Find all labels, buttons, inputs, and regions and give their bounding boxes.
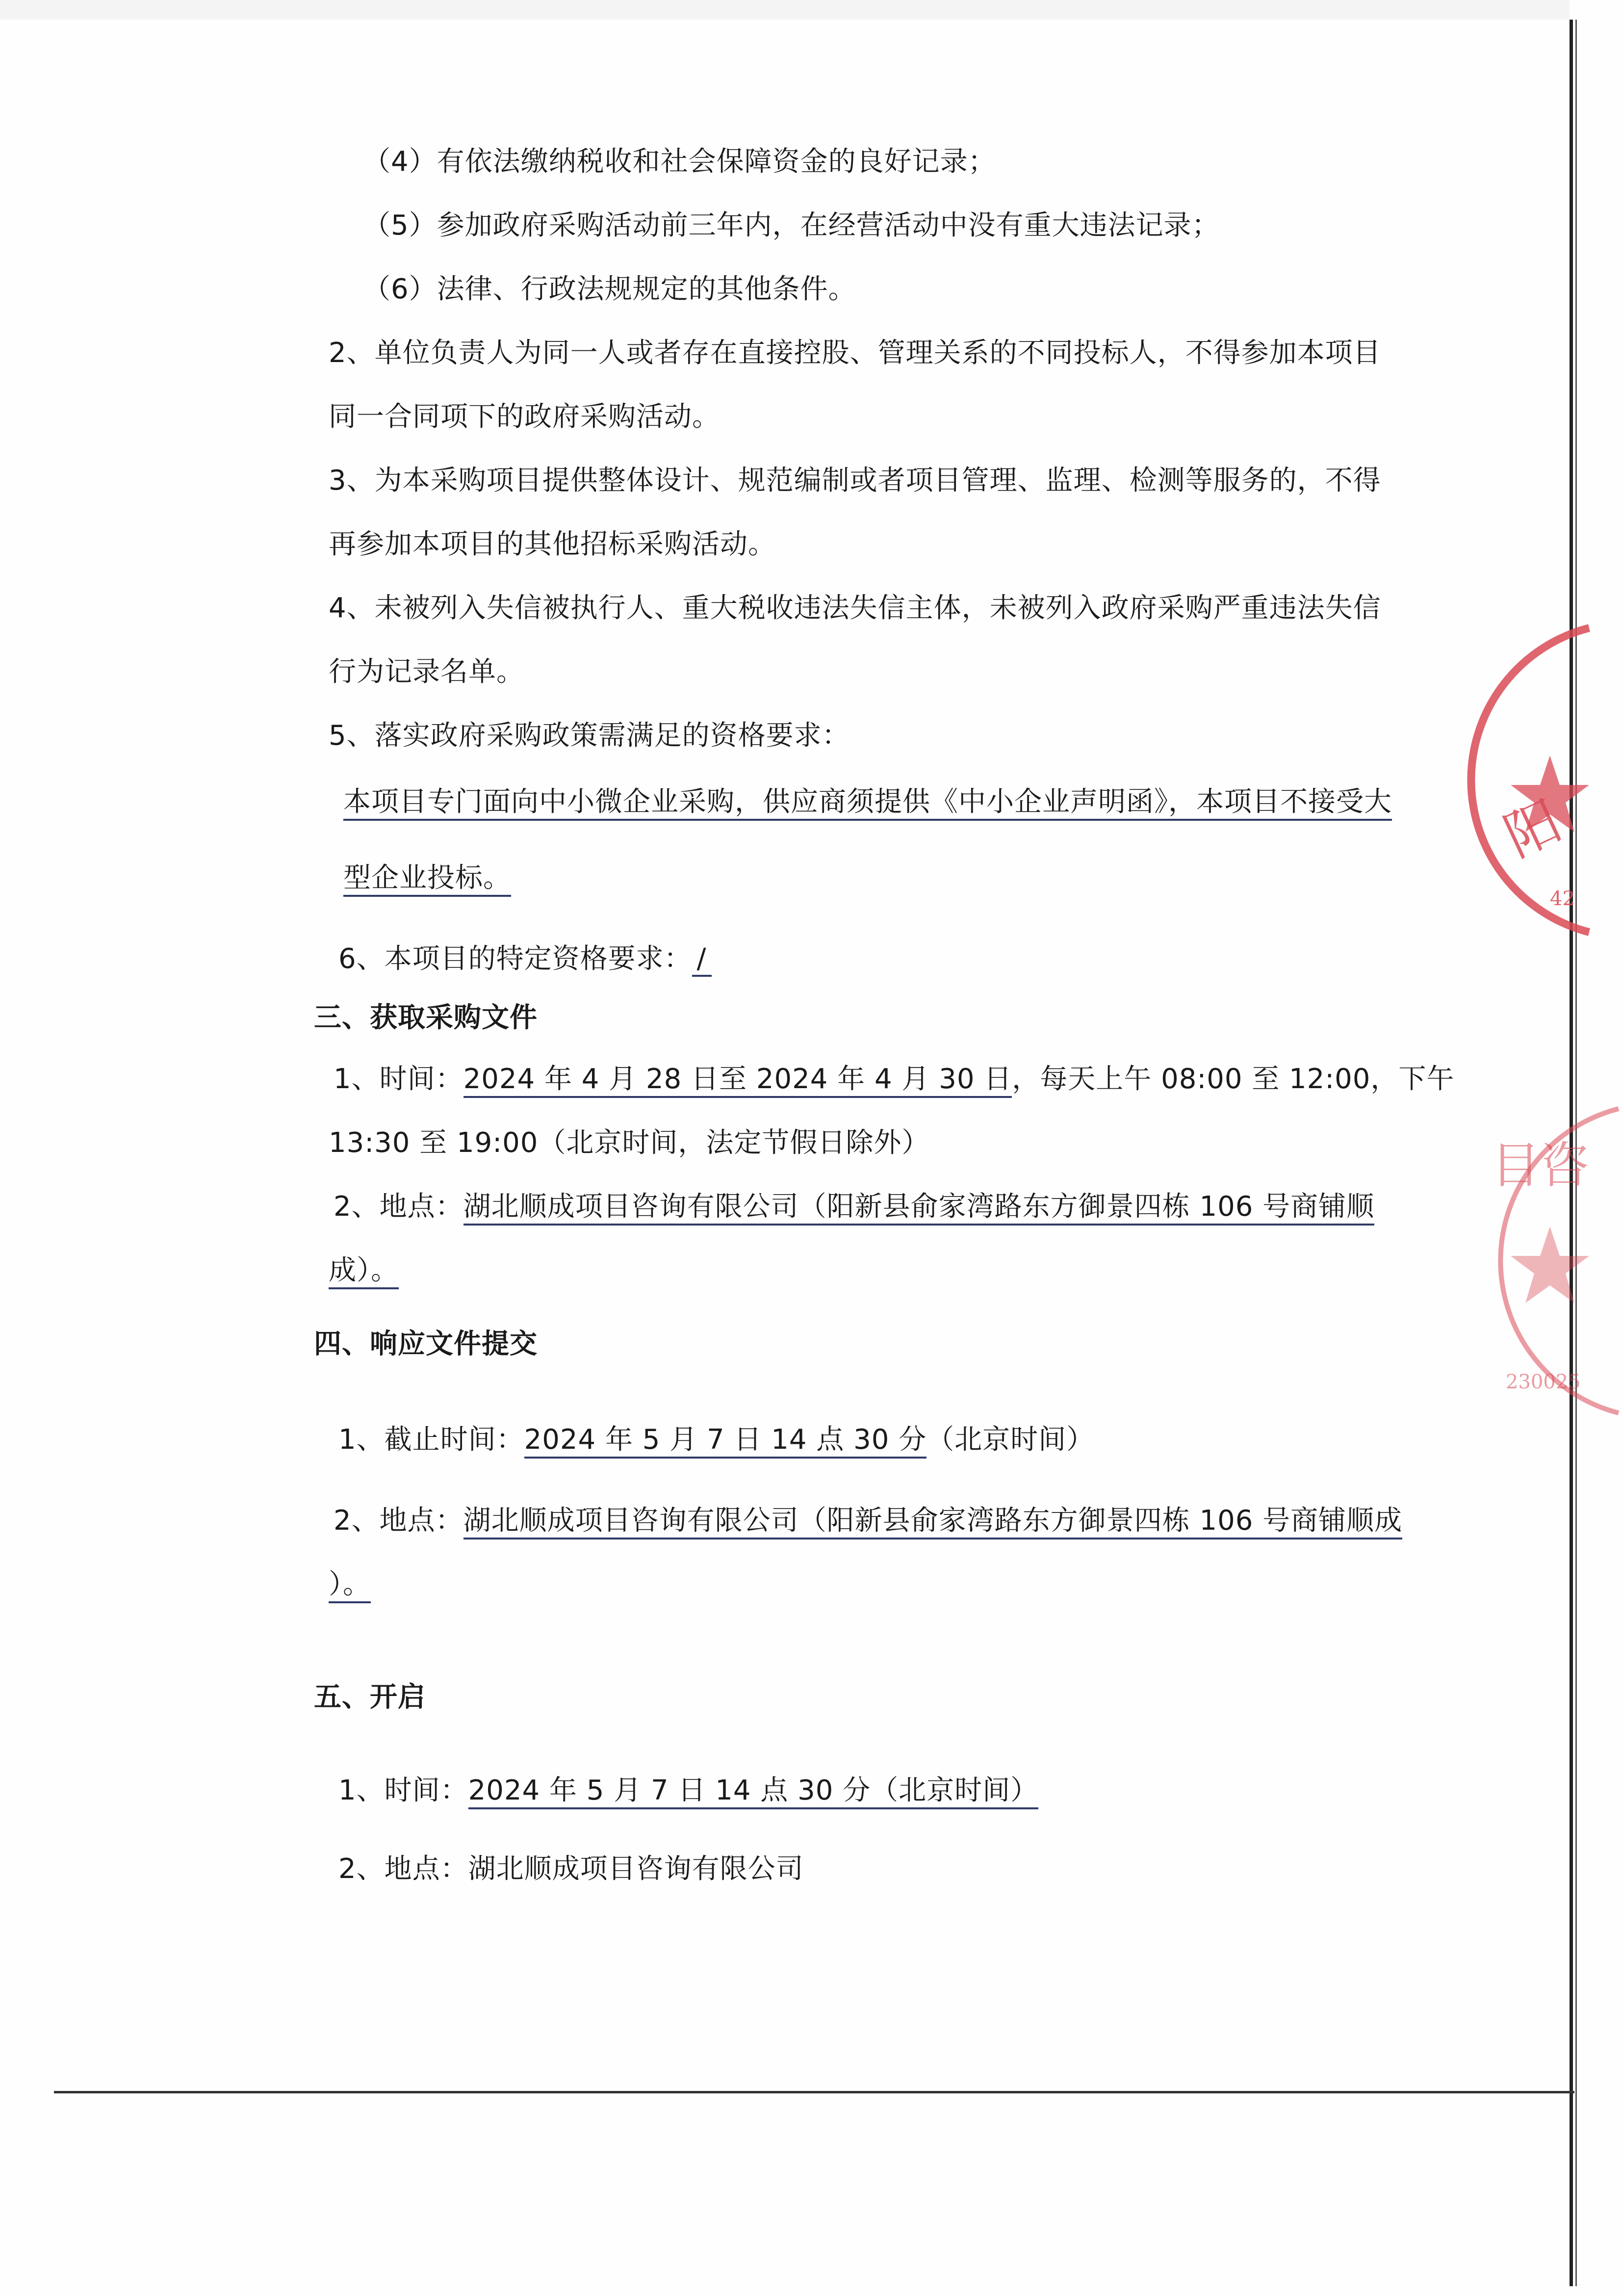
seal-stamp-icon bbox=[1476, 618, 1574, 942]
text-line: 行为记录名单。 bbox=[329, 656, 524, 688]
underlined-value: 湖北顺成项目咨询有限公司（阳新县俞家湾路东方御景四栋 106 号商铺顺 bbox=[463, 1191, 1375, 1226]
underlined-text bbox=[329, 1251, 399, 1290]
text-suffix: ，每天上午 08:00 至 12:00，下午 bbox=[1012, 1063, 1455, 1095]
underlined-text bbox=[343, 783, 1392, 822]
text-line bbox=[334, 1501, 1402, 1540]
underlined-text bbox=[343, 859, 511, 898]
text-line bbox=[338, 1771, 1038, 1810]
label: 1、时间： bbox=[338, 1774, 468, 1806]
svg-text:目咨: 目咨 bbox=[1491, 1137, 1589, 1194]
text-line: 13:30 至 19:00（北京时间，法定节假日除外） bbox=[329, 1127, 930, 1159]
section-heading: 五、开启 bbox=[314, 1681, 426, 1713]
text-line: 4、未被列入失信被执行人、重大税收违法失信主体，未被列入政府采购严重违法失信 bbox=[329, 592, 1381, 624]
label: 2、地点： bbox=[334, 1505, 463, 1537]
underlined-value: / bbox=[692, 943, 712, 977]
label: 1、截止时间： bbox=[338, 1424, 524, 1456]
seal-stamp-icon bbox=[1491, 1099, 1589, 1423]
text-line bbox=[334, 1060, 1454, 1099]
text-line: 2、单位负责人为同一人或者存在直接控股、管理关系的不同投标人，不得参加本项目 bbox=[329, 337, 1381, 369]
section-heading: 四、响应文件提交 bbox=[314, 1328, 538, 1360]
text-line: （4）有依法缴纳税收和社会保障资金的良好记录； bbox=[363, 146, 996, 178]
svg-text:阳: 阳 bbox=[1495, 789, 1571, 869]
label: 2、地点： bbox=[334, 1191, 463, 1223]
underlined-value: 成）。 bbox=[329, 1254, 399, 1289]
scan-top-edge bbox=[0, 0, 1570, 20]
text-line: （6）法律、行政法规规定的其他条件。 bbox=[363, 273, 856, 305]
svg-text:230025: 230025 bbox=[1506, 1371, 1581, 1393]
text-line: 同一合同项下的政府采购活动。 bbox=[329, 401, 720, 433]
text-line bbox=[338, 1850, 804, 1889]
text-line: （5）参加政府采购活动前三年内，在经营活动中没有重大违法记录； bbox=[363, 209, 1220, 241]
page-border-bottom bbox=[54, 2091, 1574, 2093]
label: 6、本项目的特定资格要求： bbox=[338, 943, 692, 975]
text-line: 再参加本项目的其他招标采购活动。 bbox=[329, 528, 776, 560]
label: 2、地点： bbox=[338, 1853, 468, 1885]
text-value: 湖北顺成项目咨询有限公司 bbox=[468, 1853, 804, 1885]
text-line bbox=[338, 1420, 1094, 1460]
underlined-value: 2024 年 5 月 7 日 14 点 30 分（北京时间） bbox=[468, 1774, 1039, 1809]
text-line bbox=[334, 1187, 1374, 1226]
text-line bbox=[338, 939, 712, 979]
label: 1、时间： bbox=[334, 1063, 463, 1095]
underlined-text bbox=[329, 1565, 371, 1604]
text-line: 5、落实政府采购政策需满足的资格要求： bbox=[329, 720, 850, 752]
underlined-value: ）。 bbox=[329, 1568, 371, 1603]
underlined-value: 2024 年 5 月 7 日 14 点 30 分 bbox=[524, 1424, 927, 1459]
underlined-value: 湖北顺成项目咨询有限公司（阳新县俞家湾路东方御景四栋 106 号商铺顺成 bbox=[463, 1505, 1403, 1539]
section-heading: 三、获取采购文件 bbox=[314, 1002, 538, 1034]
svg-text:42: 42 bbox=[1550, 887, 1575, 910]
text-line: 3、为本采购项目提供整体设计、规范编制或者项目管理、监理、检测等服务的，不得 bbox=[329, 465, 1381, 496]
underlined-value: 本项目专门面向中小微企业采购，供应商须提供《中小企业声明函》，本项目不接受大 bbox=[343, 786, 1392, 821]
text-suffix: （北京时间） bbox=[927, 1424, 1095, 1456]
underlined-value: 2024 年 4 月 28 日至 2024 年 4 月 30 日 bbox=[463, 1063, 1012, 1098]
underlined-value: 型企业投标。 bbox=[343, 862, 511, 897]
